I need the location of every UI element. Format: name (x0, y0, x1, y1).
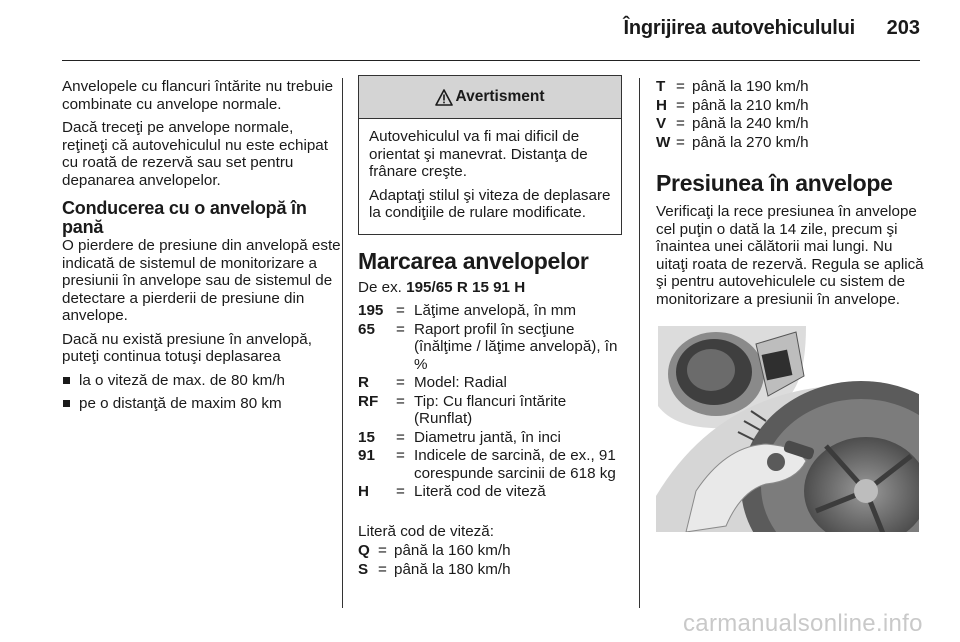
paragraph: Dacă nu există presiune în anvelopă, puteţi continua totuşi deplasarea (62, 330, 312, 365)
warning-title: Avertisment (455, 88, 545, 106)
code-term: H (358, 483, 369, 500)
code-eq: = (396, 374, 405, 391)
code-desc: Raport profil în secţiune (înălţime / lăţime anvelopă), în % (414, 320, 618, 373)
speed-desc: până la 270 km/h (692, 133, 809, 151)
code-term: 65 (358, 320, 375, 338)
list-item: la o viteză de max. de 80 km/h (62, 372, 342, 390)
code-term: 195 (358, 302, 384, 319)
warning-text: Adaptaţi stilul şi viteza de deplasare la condiţiile de rulare modificate. (369, 186, 611, 221)
column-divider (639, 78, 640, 608)
speed-code-list (656, 78, 924, 151)
code-desc: Literă cod de viteză (414, 483, 546, 500)
speed-desc: până la 160 km/h (394, 542, 511, 559)
speed-term: H (656, 96, 667, 114)
code-eq: = (396, 302, 405, 319)
code-term: RF (358, 392, 379, 410)
section-heading-tyre-pressure: Presiunea în anvelope (656, 170, 893, 196)
speed-eq: = (676, 133, 685, 151)
warning-header (359, 76, 621, 119)
speed-term: T (656, 78, 666, 95)
speed-eq: = (378, 560, 387, 578)
code-eq: = (396, 483, 405, 500)
column-left (62, 78, 342, 419)
warning-box (358, 75, 622, 235)
speed-desc: până la 190 km/h (692, 78, 809, 95)
speed-label: Literă cod de viteză: (358, 522, 494, 540)
speed-term: Q (358, 542, 370, 559)
speed-desc: până la 210 km/h (692, 96, 809, 114)
code-term: 15 (358, 428, 375, 446)
tyre-pressure-illustration (656, 326, 919, 532)
code-desc: Tip: Cu flancuri întărite (Runflat) (414, 392, 567, 427)
paragraph: Dacă treceţi pe anvelope normale, reţineţi că autovehiculul nu este echipat cu roată de rezervă sau set pentru depanarea anvelopelor. (62, 119, 328, 189)
code-eq: = (396, 428, 405, 446)
page-header (62, 0, 920, 61)
page-number: 203 (886, 17, 920, 39)
speed-term: W (656, 133, 671, 151)
bullet-list (62, 372, 342, 413)
header-title: Îngrijirea autovehiculului (623, 17, 855, 39)
example-line (358, 279, 624, 297)
watermark: carmanualsonline.info (683, 610, 923, 637)
code-eq: = (396, 447, 405, 464)
speed-code-list (358, 542, 624, 578)
paragraph: O pierdere de presiune din anvelopă este indicată de sistemul de monitorizare a presiunii în anvelope sau de sistemul de detectare a pierderii de presiune din anvelope. (62, 237, 341, 324)
code-term: R (358, 374, 369, 391)
speed-eq: = (378, 542, 387, 559)
speed-eq: = (676, 115, 685, 132)
code-desc: Lăţime anvelopă, în mm (414, 302, 577, 319)
column-right (656, 78, 924, 537)
code-desc: Indicele de sarcină, de ex., 91 corespunde sarcinii de 618 kg (414, 447, 616, 482)
speed-eq: = (676, 78, 685, 95)
code-desc: Diametru jantă, în inci (414, 428, 561, 446)
speed-eq: = (676, 96, 685, 114)
paragraph: Verificaţi la rece presiunea în anvelope cel puţin o dată la 14 zile, precum şi înaintea unei călătorii mai lungi. Nu uitaţi roata de rezervă. Regula se aplică şi pentru autovehiculele cu sistem de monitorizare a presiunii în anvelope. (656, 203, 924, 308)
code-eq: = (396, 392, 405, 410)
example-label: De ex. (358, 278, 402, 296)
code-desc: Model: Radial (414, 374, 507, 391)
paragraph: Anvelopele cu flancuri întărite nu trebuie combinate cu anvelope normale. (62, 78, 334, 113)
code-eq: = (396, 320, 405, 338)
warning-body (359, 119, 621, 234)
list-item: pe o distanţă de maxim 80 km (62, 395, 342, 413)
warning-text: Autovehiculul va fi mai dificil de orientat şi manevrat. Distanţa de frânare creşte. (369, 128, 588, 180)
column-divider (342, 78, 343, 608)
code-term: 91 (358, 447, 375, 464)
example-code: 195/65 R 15 91 H (406, 278, 526, 296)
warning-triangle-icon (435, 89, 453, 106)
speed-term: V (656, 115, 667, 132)
tyre-code-list (358, 302, 624, 501)
speed-term: S (358, 560, 369, 578)
section-heading-flat-tyre: Conducerea cu o anvelopă în pană (62, 198, 307, 237)
speed-desc: până la 180 km/h (394, 560, 511, 578)
section-heading-tyre-marking: Marcarea anvelopelor (358, 247, 589, 274)
speed-desc: până la 240 km/h (692, 115, 809, 132)
column-middle (358, 78, 624, 578)
